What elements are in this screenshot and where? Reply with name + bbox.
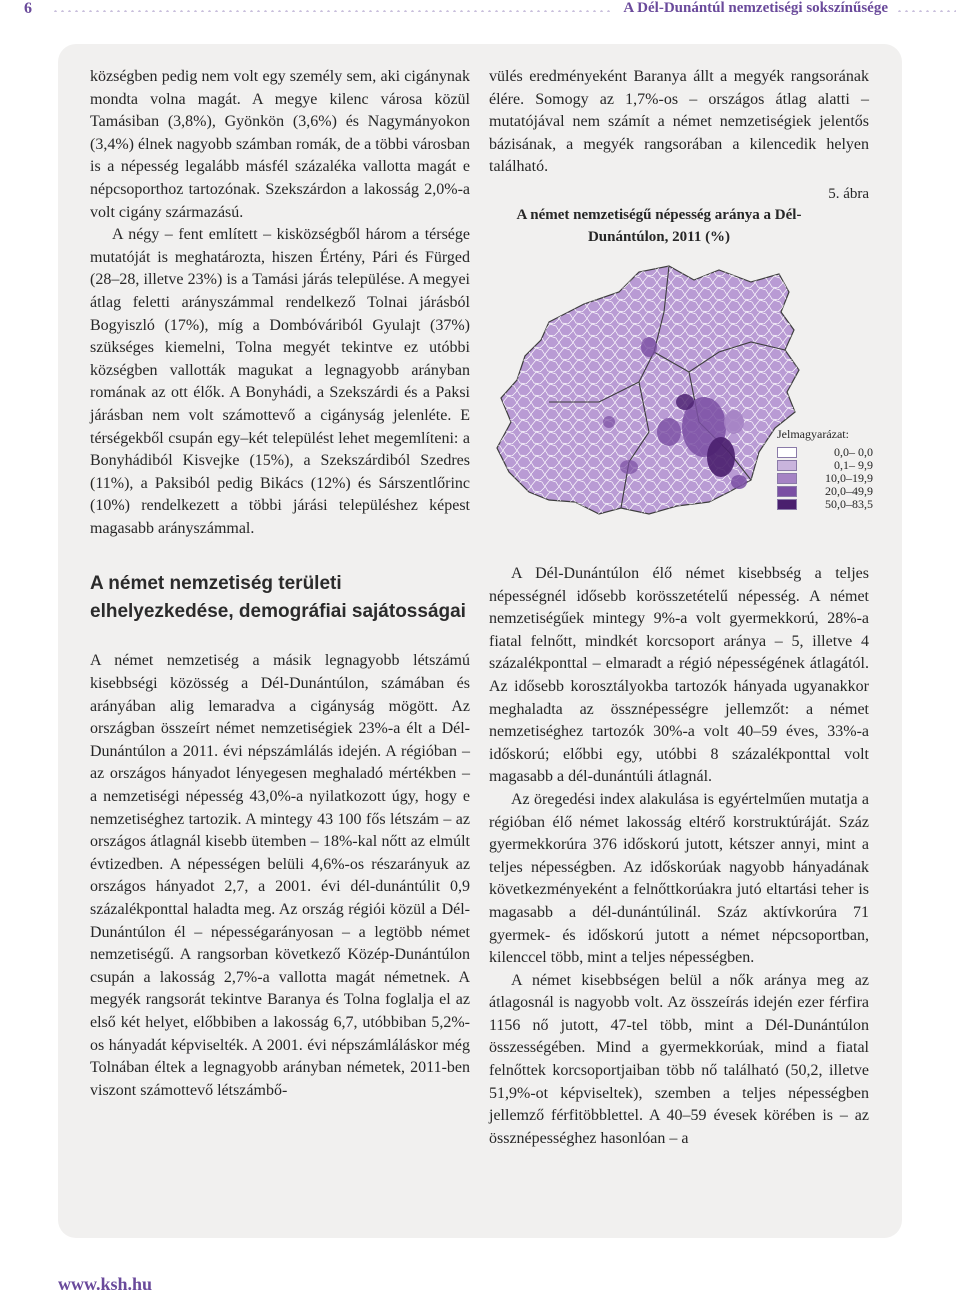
running-title: A Dél-Dunántúl nemzetiségi sokszínűsége [623,0,888,16]
right-column-bottom [489,563,869,1150]
page-header [0,0,960,22]
legend-swatch [777,499,797,510]
legend-swatch [777,486,797,497]
legend-swatch [777,460,797,471]
paragraph: A német nemzetiség a másik legnagyobb létszámú kisebbségi közösség a Dél-Dunántúlon, számában és arányában alig lemaradva a cigányság mögött. Az országban összeírt német nemzetiségiek 23%-a élt a Dél-Dunántúlon a 2011. évi népszámlálás idején. A régióban – az országos hányadot lényegesen meghaladó mértékben – a nemzetiségi népesség 43,0%-a nyilatkozott úgy, hogy e nemzetiséghez tartozik. A mintegy 43 100 fős létszám – az országos átlagnál kisebb ütemben – 18%-kal nőtt az elmúlt évtizedben. A népességen belüli 4,6%-os részarányuk az országos hányadot 2,7, a 2001. évi dél-dunántúlit 0,9 százalékponttal haladta meg. Az ország régiói közül a Dél-Dunántúlon él – népességarányosan – a legtöbb német nemzetiségű. A rangsorban következő Közép-Dunántúlon csupán a lakosság 2,7%-a vallotta magát németnek. A megyék rangsorát tekintve Baranya és Tolna foglalja el az első két helyet, előbbiben a lakosság 6,7, utóbbiban 5,2%-os hányadát képviselték. A 2001. évi népszámláláskor még Tolnában éltek a legnagyobb arányban németek, 2011-ben viszont számottevő létszámbő- [90,652,470,1099]
paragraph: A Dél-Dunántúlon élő német kisebbség a teljes népességnél idősebb korösszetételű népesség. A német nemzetiségűek mintegy 9%-a volt gyermekkorú, 28%-a fiatal felnőtt, mindkét korcsoport aránya – 5, illetve 4 százalékponttal – elmaradt a régió népességének átlagától. Az idősebb korosztályokba tartozók hányada ugyanakkor meghaladta az össznépességre jellemzőt: a német nemzetiséghez tartozók 30%-a volt 40–59 éves, 33%-a időskorú; előbbi egy, utóbbi 8 százalékponttal volt magasabb a dél-dunántúli átlagnál. [489,565,869,786]
legend-swatch [777,447,797,458]
legend-title: Jelmagyarázat: [777,427,849,441]
footer-link[interactable]: www.ksh.hu [58,1274,153,1294]
map-legend [777,427,877,511]
legend-range: 0,1– 9,9 [834,458,873,472]
left-column [90,66,470,1102]
paragraph: Az öregedési index alakulása is egyértelműen mutatja a régióban élő német lakosság eltérő korstruktúráját. Száz gyermekkorúra 376 időskorú jutott, kétszer annyi, mint a teljes népességben. Az időskorúak nagyobb hányadának következményeként a felnőttkorúakra jutó eltartási teher is magasabb a dél-dunántúlinál. Száz aktívkorúra 71 gyermek- és időskorú jutott a német népcsoportban, kilenccel több, mint a teljes népességben. [489,790,869,967]
legend-range: 10,0–19,9 [825,471,873,485]
section-title: A német nemzetiség területi elhelyezkedése, demográfiai sajátosságai [90,573,466,623]
right-column-top [489,66,869,179]
paragraph: A német kisebbségen belül a nők aránya meg az átlagosnál is nagyobb volt. Az összeírás idején ezer férfira 1156 nő jutott, 47-tel több, mint a Dél-Dunántúlon összességében. Mind a gyermekkorúak, mind a fiatal felnőttek korcsoportjaiban több nő található (50,2, illetve 51,9%-ot képviseltek), szemben a teljes népességben jellemző férfitöbblettel. A 40–59 évesek körében is – az össznépességhez hasonlóan – a [489,971,869,1147]
page-number: 6 [24,0,32,17]
legend-range: 20,0–49,9 [825,484,873,498]
legend-swatch [777,473,797,484]
figure-title: A német nemzetiségű népesség aránya a Dél-Dunántúlon, 2011 (%) [516,207,802,245]
legend-range: 0,0– 0,0 [834,445,873,459]
header-dotted-rule-right [896,10,956,12]
legend-range: 50,0–83,5 [825,497,873,511]
paragraph: A négy – fent említett – kisközségből három a térsége mutatóját is meghatározta, hiszen Értény, Pári és Fürged (28–28, illetve 23%) is a Tamási járás települése. A megyei átlag feletti arányszámmal rendelkező Tolnai járásból Bogyiszló (17%), míg a Dombóváriból Gyulajt (37%) szükséges kiemelni, Tolna megyét tekintve ez utóbbi községben vallották magukat a legnagyobb arányban romának az ott élők. A Bonyhádi, a Szekszárdi és a Paksi járásban nem volt számottevő a cigányság jelenléte. E térségekből csupán egy–két települést lehet megemlíteni: a Bonyhádiból Kisvejke (15%), a Szekszárdiból Szedres (11%), a Paksiból pedig Bikács (12%) és Sárszentlőrinc (10%) rendelkezett a többi járási településhez képest magasabb arányszámmal. [90,226,470,537]
legend-item [777,498,877,511]
header-dotted-rule [52,10,612,12]
paragraph: községben pedig nem volt egy személy sem, aki cigánynak mondta volna magát. A megye kilenc városa közül Tamásiban (3,8%), Gyönkön (3,6%) és Nagymányokon (3,4%) élnek nagyobb számban romák, de a többi városban is a népesség legalább másfél százaléka vallotta magát e népcsoporthoz tartozónak. Szekszárdon a lakosság 2,0%-a volt cigány származású. [90,68,470,221]
paragraph: vülés eredményeként Baranya állt a megyék rangsorának élére. Somogy az 1,7%-os – országos átlag alatti – mutatójával nem számít a német nemzetiségiek jelentős bázisának, a megyék rangsorában a kilencedik helyen található. [489,68,869,176]
figure-label: 5. ábra [828,186,869,202]
